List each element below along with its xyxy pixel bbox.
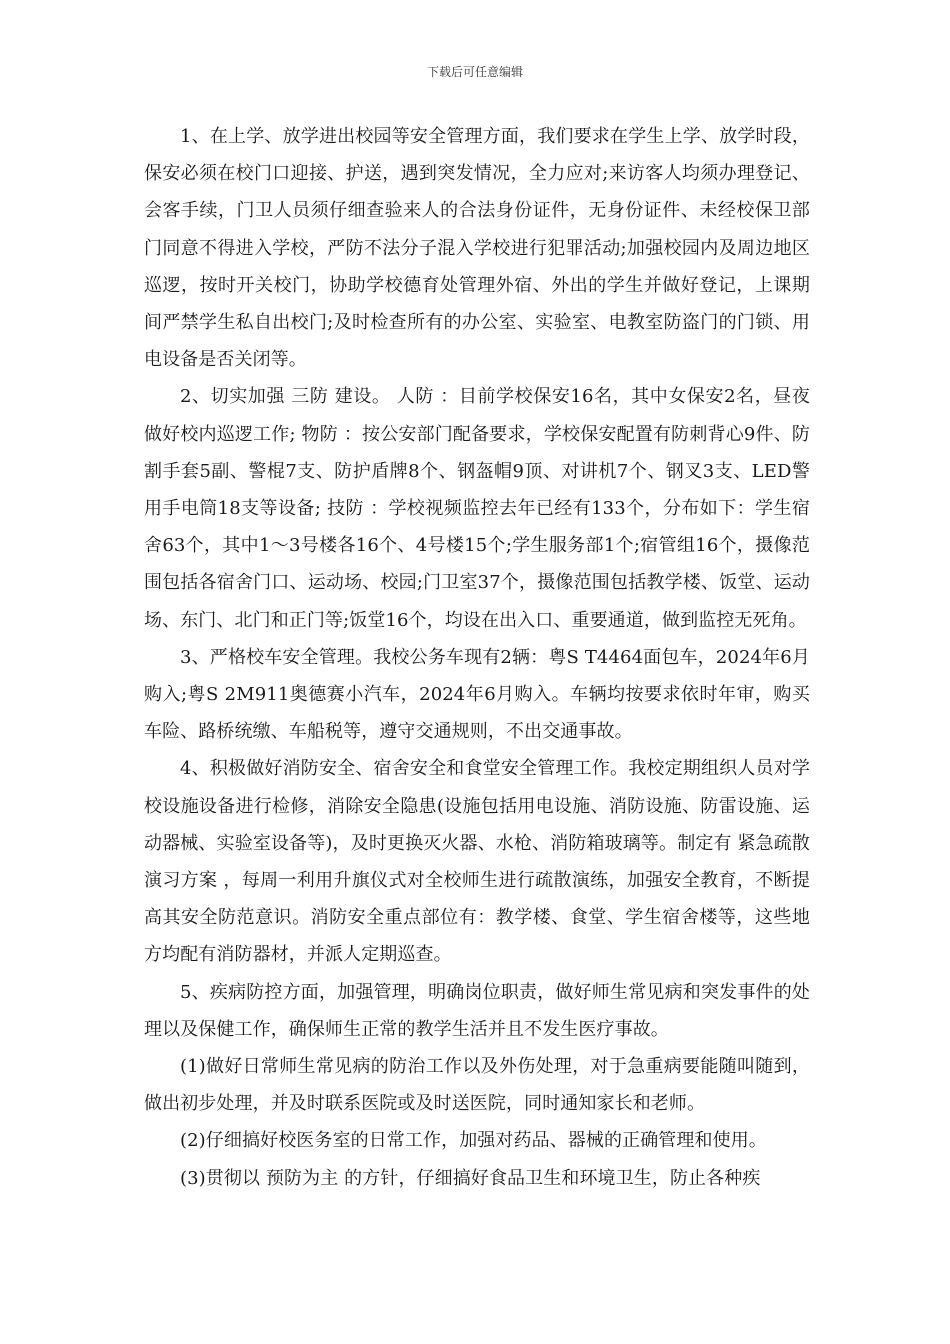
paragraph-item-1: (1)做好日常师生常见病的防治工作以及外伤处理，对于急重病要能随叫随到，做出初步处理，并及时联系医院或及时送医院，同时通知家长和老师。	[144, 1056, 810, 1115]
paragraph-disease-control: 5、疾病防控方面，加强管理，明确岗位职责，做好师生常见病和突发事件的处理以及保健工作，确保师生正常的教学生活并且不发生医疗事故。	[144, 981, 810, 1040]
paragraph-fire-safety: 4、积极做好消防安全、宿舍安全和食堂安全管理工作。我校定期组织人员对学校设施设备进行检修，消除安全隐患(设施包括用电设施、消防设施、防雷设施、运动器械、实验室设备等)，及时更换灭火器、水枪、消防箱玻璃等。制定有 紧急疏散演习方案 ，每周一利用升旗仪式对全校师生进行疏散演练，加强安全教育，不断提高其安全防范意识。消防安全重点部位有：教学楼、食堂、学生宿舍楼等，这些地方均配有消防器材，并派人定期巡查。	[144, 758, 810, 966]
paragraph-campus-entry: 1、在上学、放学进出校园等安全管理方面，我们要求在学生上学、放学时段，保安必须在校门口迎接、护送，遇到突发情况，全力应对;来访客人均须办理登记、会客手续，门卫人员须仔细查验来人的合法身份证件，无身份证件、未经校保卫部门同意不得进入学校，严防不法分子混入学校进行犯罪活动;加强校园内及周边地区巡逻，按时开关校门，协助学校德育处管理外宿、外出的学生并做好登记，上课期间严禁学生私自出校门;及时检查所有的办公室、实验室、电教室防盗门的门锁、用电设备是否关闭等。	[144, 126, 810, 371]
page-header: 下载后可任意编辑	[426, 65, 523, 79]
paragraph-item-3: (3)贯彻以 预防为主 的方针，仔细搞好食品卫生和环境卫生，防止各种疾	[180, 1167, 761, 1189]
paragraph-school-vehicles: 3、严格校车安全管理。我校公务车现有2辆：粤S T4464面包车，2024年6月购入;粤S 2M911奥德赛小汽车，2024年6月购入。车辆均按要求依时年审，购买车险、路桥统缴、车船税等，遵守交通规则，不出交通事故。	[144, 646, 810, 743]
paragraph-item-2: (2)仔细搞好校医务室的日常工作，加强对药品、器械的正确管理和使用。	[180, 1130, 767, 1152]
document-body	[144, 118, 810, 1197]
paragraph-three-defenses: 2、切实加强 三防 建设。 人防 ：目前学校保安16名，其中女保安2名，昼夜做好校内巡逻工作; 物防 ：按公安部门配备要求，学校保安配置有防刺背心9件、防割手套5副、警棍7支、防护盾牌8个、钢盔帽9顶、对讲机7个、钢叉3支、LED警用手电筒18支等设备; 技防 ：学校视频监控去年已经有133个，分布如下：学生宿舍63个，其中1～3号楼各16个、4号楼15个;学生服务部1个;宿管组16个，摄像范围包括各宿舍门口、运动场、校园;门卫室37个，摄像范围包括教学楼、饭堂、运动场、东门、北门和正门等;饭堂16个，均设在出入口、重要通道，做到监控无死角。	[144, 386, 810, 631]
